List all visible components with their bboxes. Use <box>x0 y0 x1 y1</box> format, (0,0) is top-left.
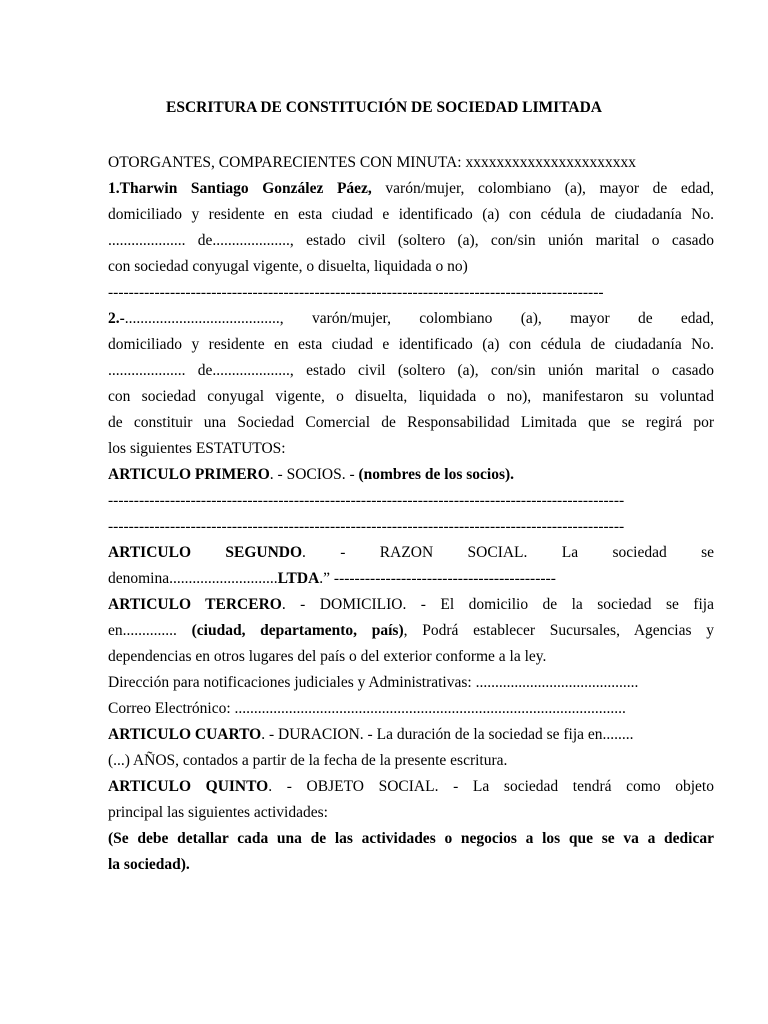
otorgante-2-line-1 <box>108 306 714 332</box>
articulo-cuarto-line-1 <box>108 722 714 748</box>
articulo-tercero-line-2 <box>108 618 714 644</box>
separator-line: ---------------------------------------------------------------------------------------------------- <box>108 518 625 535</box>
articulo-segundo-text: . - RAZON SOCIAL. La sociedad se <box>302 544 714 561</box>
articulo-quinto-text: . - OBJETO SOCIAL. - La sociedad tendrá como objeto <box>268 778 714 795</box>
otorgante-2-line-4: con sociedad conyugal vigente, o disuelta, liquidada o no), manifestaron su voluntad <box>108 388 714 405</box>
document-title: ESCRITURA DE CONSTITUCIÓN DE SOCIEDAD LIMITADA <box>166 99 602 116</box>
articulo-cuarto-line-2: (...) AÑOS, contados a partir de la fecha de la presente escritura. <box>108 752 508 769</box>
correo-line: Correo Electrónico: ..................................................................................................... <box>108 700 626 717</box>
separator-line: ------------------------------------------------------------------------------------------------ <box>108 284 604 301</box>
otorgante-1-line-1 <box>108 176 714 202</box>
otorgante-2-line-6: los siguientes ESTATUTOS: <box>108 440 286 457</box>
otorgante-1-line-2: domiciliado y residente en esta ciudad e identificado (a) con cédula de ciudadanía No. <box>108 206 714 223</box>
otorgante-2-line-5: de constituir una Sociedad Comercial de Responsabilidad Limitada que se regirá por <box>108 414 714 431</box>
document-body <box>108 150 714 878</box>
separator-line: ---------------------------------------------------------------------------------------------------- <box>108 492 625 509</box>
articulo-tercero-text: . - DOMICILIO. - El domicilio de la sociedad se fija <box>281 596 714 613</box>
articulo-quinto-line-2: principal las siguientes actividades: <box>108 804 328 821</box>
objeto-social-note-line-2: la sociedad). <box>108 856 190 873</box>
otorgante-1-line-4: con sociedad conyugal vigente, o disuelta, liquidada o no) <box>108 258 468 275</box>
otorgante-1-line-3: .................... de...................., estado civil (soltero (a), con/sin unión marital o casado <box>108 232 714 249</box>
articulo-primero-socios: (nombres de los socios). <box>358 466 515 483</box>
domicilio-text: , Podrá establecer Sucursales, Agencias y <box>403 622 714 639</box>
articulo-cuarto-text: . - DURACION. - La duración de la sociedad se fija en........ <box>261 726 634 743</box>
direccion-line: Dirección para notificaciones judiciales y Administrativas: .......................................... <box>108 674 639 691</box>
otorgante-2-number: 2.- <box>108 310 125 327</box>
denomina-text: denomina............................ <box>108 570 278 587</box>
articulo-tercero-line-3: dependencias en otros lugares del país o del exterior conforme a la ley. <box>108 648 547 665</box>
articulo-tercero-label: ARTICULO TERCERO <box>108 596 282 613</box>
denomina-end: .” ------------------------------------------- <box>319 570 556 587</box>
articulo-segundo-line-2 <box>108 566 714 592</box>
otorgante-2-line-2: domiciliado y residente en esta ciudad e identificado (a) con cédula de ciudadanía No. <box>108 336 714 353</box>
otorgante-1-text: varón/mujer, colombiano (a), mayor de edad, <box>371 180 714 197</box>
articulo-tercero-line-1 <box>108 592 714 618</box>
articulo-segundo-line-1 <box>108 540 714 566</box>
otorgante-1-name: 1.Tharwin Santiago González Páez, <box>108 180 372 197</box>
otorgantes-line: OTORGANTES, COMPARECIENTES CON MINUTA: xxxxxxxxxxxxxxxxxxxxxx <box>108 154 636 171</box>
domicilio-placeholder: (ciudad, departamento, país) <box>191 622 404 639</box>
articulo-segundo-label: ARTICULO SEGUNDO <box>108 544 303 561</box>
otorgante-2-line-3: .................... de...................., estado civil (soltero (a), con/sin unión marital o casado <box>108 362 714 379</box>
articulo-cuarto-label: ARTICULO CUARTO <box>108 726 262 743</box>
domicilio-blank: en.............. <box>108 622 192 639</box>
ltda-text: LTDA <box>277 570 320 587</box>
articulo-primero-text: . - SOCIOS. - <box>269 466 359 483</box>
objeto-social-note-line-1: (Se debe detallar cada una de las actividades o negocios a los que se va a dedicar <box>108 830 714 847</box>
articulo-quinto-label: ARTICULO QUINTO <box>108 778 269 795</box>
articulo-primero <box>108 462 714 488</box>
articulo-primero-label: ARTICULO PRIMERO <box>108 466 270 483</box>
otorgante-2-text: ........................................, varón/mujer, colombiano (a), mayor de edad, <box>124 310 714 327</box>
articulo-quinto-line-1 <box>108 774 714 800</box>
